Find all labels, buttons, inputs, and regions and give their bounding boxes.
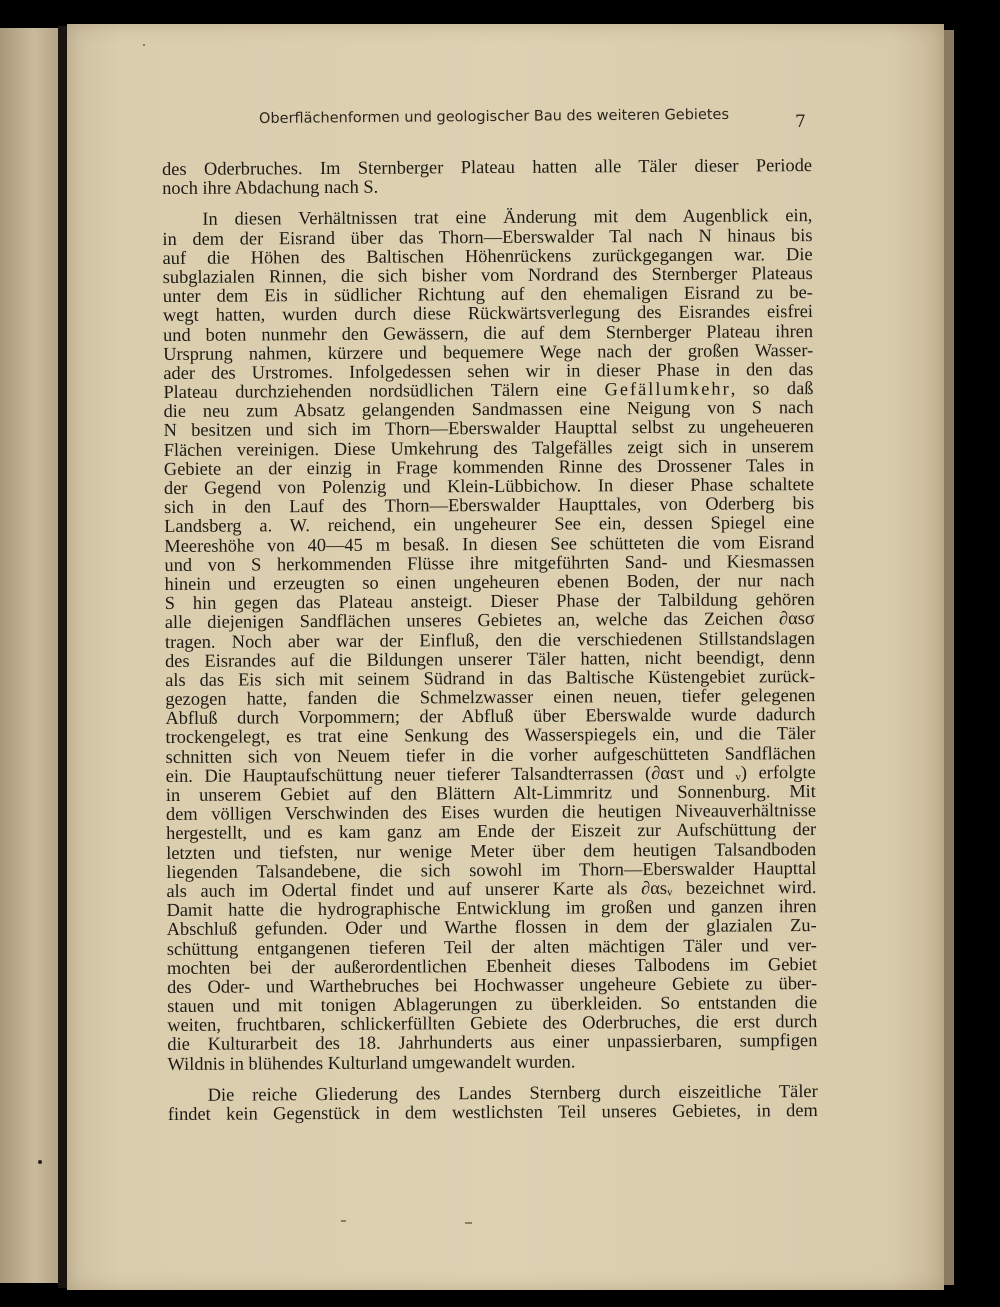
- text-line: in dem der Eisrand über das Thorn—Eberswalder Tal nach N hinaus bis: [162, 224, 813, 249]
- text-line: Gebiete an der einzig in Frage kommenden Rinne des Drossener Tales in: [163, 454, 814, 479]
- text-line: und von S herkommenden Flüsse ihre mitgeführten Sand- und Kiesmassen: [164, 550, 815, 575]
- text-line: Flächen vereinigen. Diese Umkehrung des Talgefälles zeigt sich in unserem: [163, 435, 814, 460]
- text-line: der Gegend von Polenzig und Klein-Lübbichow. In dieser Phase schaltete: [163, 474, 815, 498]
- text-line: sich in den Lauf des Thorn—Eberswalder Haupttales, von Oderberg bis: [164, 493, 815, 518]
- text-line: des Eisrandes auf die Bildungen unserer Täler hatten, nicht beendigt, denn: [164, 646, 816, 671]
- text-line: des Oderbruches. Im Sternberger Plateau hatten alle Täler dieser Periode: [161, 155, 813, 179]
- text-line: und boten nunmehr den Gewässern, die auf dem Sternberger Plateau ihren: [163, 320, 814, 345]
- text-line: wegt hatten, wurden durch diese Rückwärtsverlegung des Eisrandes eisfrei: [162, 301, 813, 326]
- text-line: Abschluß gefunden. Oder und Warthe flossen in dem der glazialen Zu-: [166, 915, 817, 940]
- paper-speck: [38, 1160, 42, 1164]
- text-line: als das Eis sich mit seinem Südrand in das Baltische Küstengebiet zurück-: [165, 665, 816, 690]
- text-line: dem völligen Verschwinden des Eises wurden die heutigen Niveauverhältnisse: [165, 800, 817, 825]
- text-line: Landsberg a. W. reichend, ein ungeheurer See ein, dessen Spiegel eine: [164, 512, 815, 537]
- text-line: Die reiche Gliederung des Landes Sternberg durch eiszeitliche Täler: [207, 1080, 818, 1105]
- text-line: Damit hatte die hydrographische Entwicklung im großen und ganzen ihren: [166, 896, 817, 921]
- text-line: trockengelegt, es trat eine Senkung des Wasserspiegels ein, und die Täler: [165, 723, 816, 748]
- text-line: des Oder- und Warthebruches bei Hochwasser ungeheure Gebiete zu über-: [166, 972, 818, 997]
- text-line: die neu zum Absatz gelangenden Sandmassen eine Neigung von S nach: [163, 397, 814, 422]
- running-head: Oberflächenformen und geologischer Bau des weiteren Gebietes: [258, 106, 730, 127]
- text-line: Wildnis in blühendes Kulturland umgewandelt wurden.: [167, 1051, 576, 1074]
- right-page-edge: [944, 30, 954, 1285]
- text-line: als auch im Odertal findet und auf unserer Karte als ∂αsᵥ bezeichnet wird.: [166, 876, 817, 901]
- text-line: findet kein Gegenstück in dem westlichsten Teil unseres Gebietes, in dem: [167, 1100, 818, 1124]
- text-line: Abfluß durch Vorpommern; der Abfluß über Eberswalde wurde dadurch: [165, 704, 816, 729]
- text-line: stauen und mit tonigen Ablagerungen zu überkleiden. So entstanden die: [167, 992, 818, 1017]
- text-line: schnitten sich von Neuem tiefer in die vorher aufgeschütteten Sandflächen: [165, 742, 816, 767]
- body-text: [162, 156, 818, 1124]
- text-line: letzten und tiefsten, nur wenige Meter über dem heutigen Talsandboden: [166, 838, 817, 863]
- text-line: Meereshöhe von 40—45 m besaß. In diesen See schütteten die vom Eisrand: [164, 531, 815, 556]
- text-line: unter dem Eis in südlicher Richtung auf den ehemaligen Eisrand zu be-: [162, 282, 813, 307]
- book-gutter: [58, 26, 67, 1288]
- text-line: Ursprung nahmen, kürzere und bequemere Wege nach der großen Wasser-: [163, 339, 814, 364]
- text-line: alle diejenigen Sandflächen unseres Gebietes an, welche das Zeichen ∂αsσ: [164, 608, 815, 633]
- text-line: ader des Urstromes. Infolgedessen sehen wir in dieser Phase in den das: [163, 358, 814, 383]
- text-line: in unserem Gebiet auf den Blättern Alt-Limmritz und Sonnenburg. Mit: [165, 781, 816, 805]
- paper-speck: [341, 1220, 346, 1222]
- text-line: tragen. Noch aber war der Einfluß, den die verschiedenen Stillstandslagen: [164, 627, 815, 652]
- text-fragment: , so daß: [730, 378, 814, 399]
- paper-speck: [143, 44, 145, 46]
- text-line: schüttung entgangenen tieferen Teil der alten mächtigen Täler und ver-: [166, 934, 817, 959]
- text-line: noch ihre Abdachung nach S.: [162, 176, 379, 199]
- left-page-edge: [0, 28, 58, 1283]
- text-line: N besitzen und sich im Thorn—Eberswalder Haupttal selbst zu ungeheueren: [163, 416, 814, 441]
- text-line: hergestellt, und es kam ganz am Ende der Eiszeit zur Aufschüttung der: [166, 819, 817, 844]
- text-line: S hin gegen das Plateau ansteigt. Dieser Phase der Talbildung gehören: [164, 589, 815, 614]
- text-line: auf die Höhen des Baltischen Höhenrückens zurückgegangen war. Die: [162, 243, 813, 268]
- emphasized-term: Gefällumkehr: [604, 378, 731, 400]
- text-line: mochten bei der außerordentlichen Ebenheit dieses Talbodens im Gebiet: [166, 953, 817, 978]
- text-line: liegenden Talsandebene, die sich sowohl im Thorn—Eberswalder Haupttal: [166, 857, 817, 882]
- text-line: hinein und erzeugten so einen ungeheuren ebenen Boden, der nur nach: [164, 569, 815, 594]
- page-number: 7: [795, 112, 806, 132]
- text-line: In diesen Verhältnissen trat eine Änderung mit dem Augenblick ein,: [202, 205, 813, 230]
- text-line: gezogen hatte, fanden die Schmelzwasser einen neuen, tiefer gelegenen: [165, 685, 816, 710]
- text-line: ein. Die Hauptaufschüttung neuer tieferer Talsandterrassen (∂αsτ und ᵥ) erfolgte: [165, 761, 816, 786]
- text-fragment: Plateau durchziehenden nordsüdlichen Tälern eine: [163, 379, 605, 403]
- text-line: die Kulturarbeit des 18. Jahrhunderts aus einer unpassierbaren, sumpfigen: [167, 1030, 818, 1055]
- paper-speck: [465, 1222, 472, 1224]
- text-line: weiten, fruchtbaren, schlickerfüllten Gebiete des Oderbruches, die erst durch: [167, 1011, 818, 1036]
- text-line: subglazialen Rinnen, die sich bisher vom Nordrand des Sternberger Plateaus: [162, 262, 813, 287]
